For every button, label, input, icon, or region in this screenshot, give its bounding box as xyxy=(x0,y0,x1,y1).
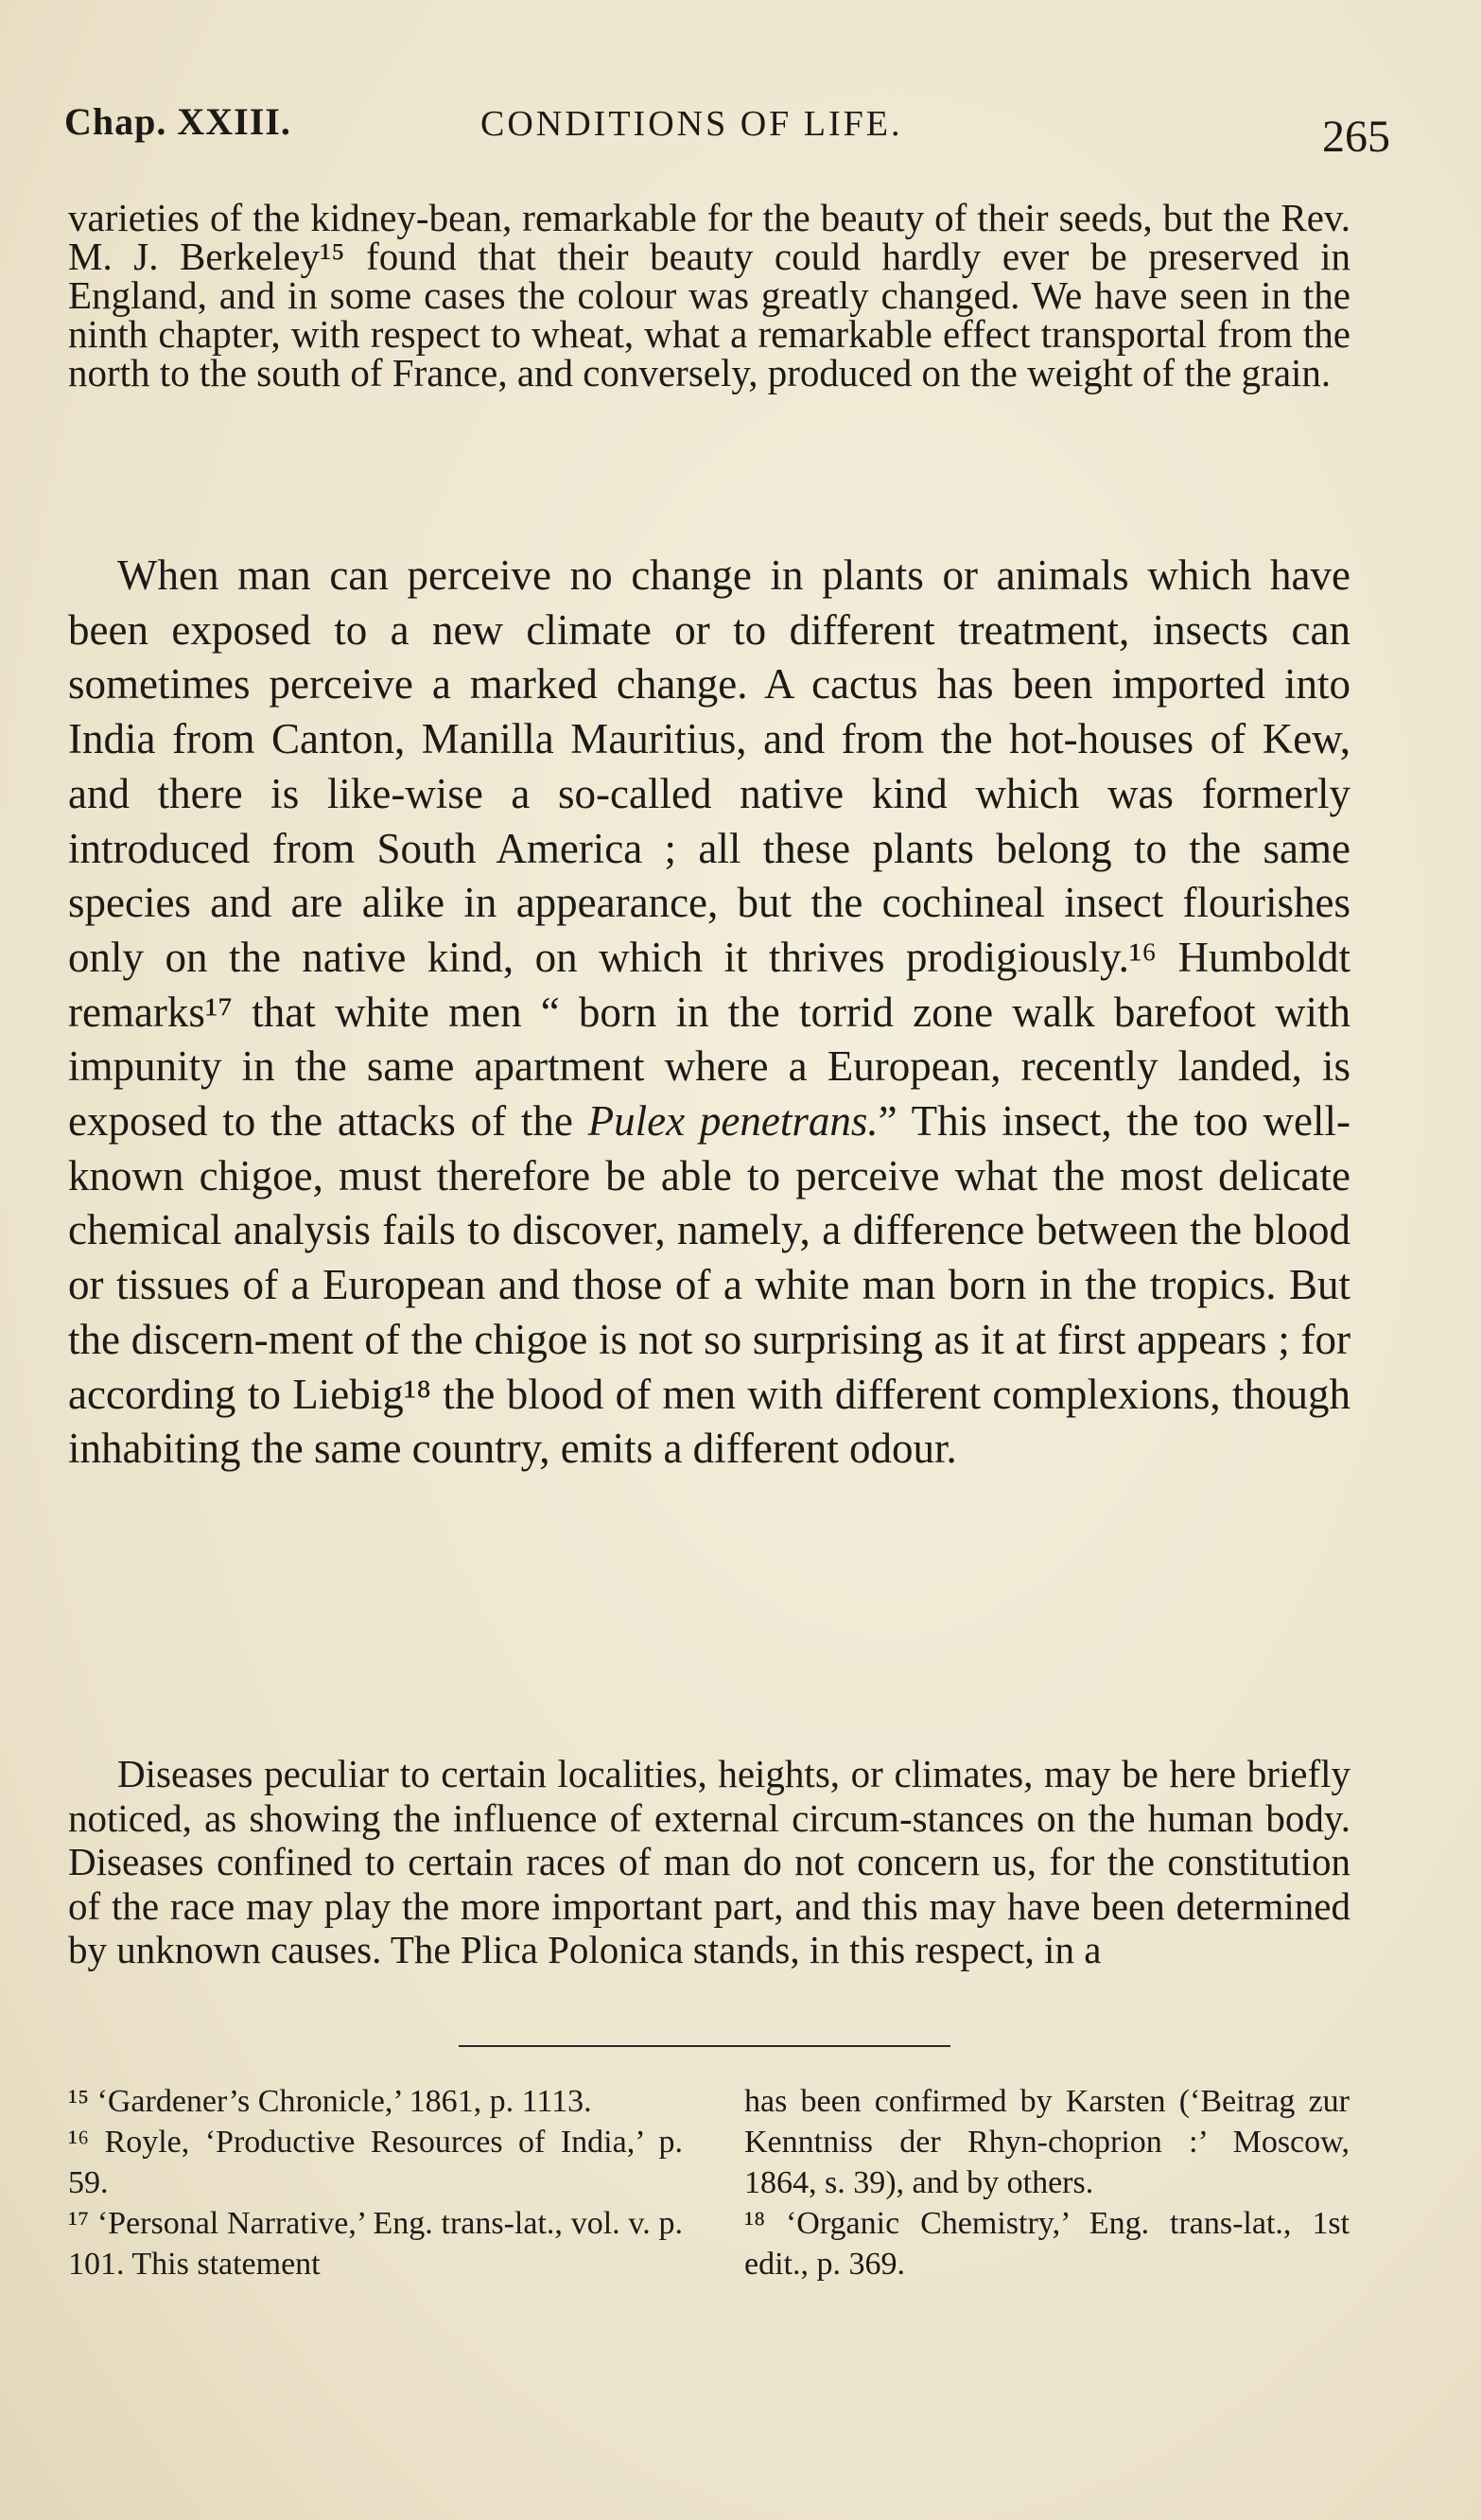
paragraph-2-part-2: ” This insect, the too well-known chigoe, must therefore be able to perceive what the most delicate chemical analysis fails to discover, namely, a difference between the blood or tissues of a European and those of a white man born in the tropics. But the discern-ment of the chigoe is not so surprising as it at first appears ; for according to Liebig¹⁸ the blood of men with different complexions, though inhabiting the same country, emits a different odour. xyxy=(68,1097,1350,1473)
chapter-label: Chap. XXIII. xyxy=(64,100,291,143)
running-title: CONDITIONS OF LIFE. xyxy=(480,104,903,144)
paragraph-2-part-1: When man can perceive no change in plants or animals which have been exposed to a new climate or to different treatment, insects can sometimes perceive a marked change. A cactus has been imported into India from Canton, Manilla Mauritius, and from the hot-houses of Kew, and there is like-wise a so-called native kind which was formerly introduced from South America ; all these plants belong to the same species and are alike in appearance, but the cochineal insect flourishes only on the native kind, on which it thrives prodigiously.¹⁶ Humboldt remarks¹⁷ that white men “ born in the torrid zone walk barefoot with impunity in the same apartment where a European, recently landed, is exposed to the attacks of the xyxy=(68,551,1350,1146)
footnote-15: ¹⁵ ‘Gardener’s Chronicle,’ 1861, p. 1113. xyxy=(68,2084,592,2119)
footnote-16: ¹⁶ Royle, ‘Productive Resources of India,’ p. 59. xyxy=(68,2125,683,2200)
footnotes-left-column xyxy=(68,2081,683,2284)
footnote-18: ¹⁸ ‘Organic Chemistry,’ Eng. trans-lat., 1st edit., p. 369. xyxy=(744,2206,1350,2282)
page-number: 265 xyxy=(1322,112,1390,162)
footnote-divider xyxy=(459,2045,950,2047)
footnotes-right-column xyxy=(744,2081,1350,2284)
paragraph-2 xyxy=(68,549,1350,1477)
paragraph-2-text xyxy=(68,549,1350,1477)
species-name: Pulex penetrans. xyxy=(587,1097,879,1146)
paragraph-1-text: varieties of the kidney-bean, remarkable for the beauty of their seeds, but the Rev. M. J. Berkeley¹⁵ found that their beauty could hardly ever be preserved in England, and in some cases the colour was greatly changed. We have seen in the ninth chapter, with respect to wheat, what a remarkable effect transportal from the north to the south of France, and conversely, produced on the weight of the grain. xyxy=(68,196,1350,394)
footnotes xyxy=(68,2081,1350,2327)
footnote-17-continued: has been confirmed by Karsten (‘Beitrag zur Kenntniss der Rhyn-choprion :’ Moscow, 1864, s. 39), and by others. xyxy=(744,2084,1350,2200)
footnote-17: ¹⁷ ‘Personal Narrative,’ Eng. trans-lat., vol. v. p. 101. This statement xyxy=(68,2206,683,2282)
running-header xyxy=(64,90,1390,166)
paragraph-1 xyxy=(68,196,1350,394)
paragraph-3 xyxy=(68,1752,1350,1972)
paragraph-3-text: Diseases peculiar to certain localities, heights, or climates, may be here briefly noticed, as showing the influence of external circum-stances on the human body. Diseases confined to certain races of man do not concern us, for the constitution of the race may play the more important part, and this may have been determined by unknown causes. The Plica Polonica stands, in this respect, in a xyxy=(68,1752,1350,1971)
